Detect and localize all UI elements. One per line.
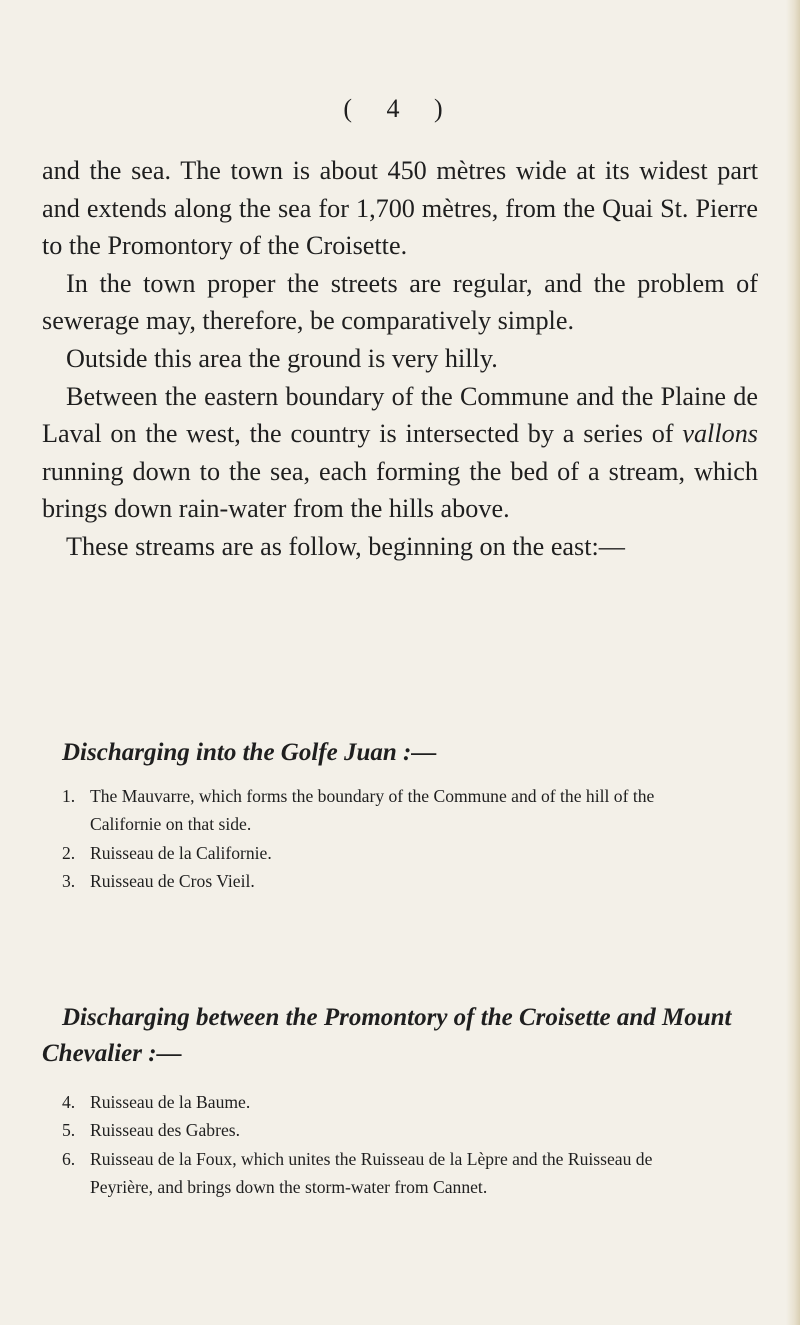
- list-item-text: The Mauvarre, which forms the boundary of the Commune and of the hill of the Californie on that side.: [90, 786, 655, 835]
- body-text: [42, 152, 758, 566]
- list-item: [62, 867, 702, 895]
- section-heading-croisette: Discharging between the Promontory of the Croisette and Mount Chevalier :—: [42, 1004, 732, 1067]
- paragraph-5: These streams are as follow, beginning on the east:—: [66, 531, 625, 561]
- list-item-number: 5.: [62, 1120, 76, 1141]
- paragraph-2: In the town proper the streets are regular, and the problem of sewerage may, therefore, be comparatively simple.: [42, 268, 758, 336]
- list-item: [62, 782, 702, 839]
- list-item-text: Ruisseau de la Baume.: [90, 1092, 251, 1112]
- list-item: [62, 839, 702, 867]
- list-item-text: Ruisseau de la Californie.: [90, 842, 272, 863]
- paragraph-4-text-before: Between the eastern boundary of the Commune and the Plaine de Laval on the west, the country is intersected by a series of: [42, 381, 758, 449]
- stream-list-croisette: [62, 1088, 702, 1201]
- list-item: [62, 1116, 702, 1144]
- list-item-number: 4.: [62, 1092, 76, 1112]
- paragraph-4: [42, 378, 758, 528]
- paragraph-3: Outside this area the ground is very hilly.: [66, 343, 498, 373]
- list-item: [62, 1145, 702, 1202]
- page-number: ( 4 ): [343, 94, 457, 123]
- paragraph-4-emphasis: vallons: [682, 419, 758, 449]
- list-item-number: 2.: [62, 842, 76, 863]
- list-item-text: Ruisseau de la Foux, which unites the Ruisseau de la Lèpre and the Ruisseau de Peyrière, and brings down the storm-water from Cannet.: [90, 1148, 653, 1197]
- list-item-text: Ruisseau de Cros Vieil.: [90, 870, 255, 891]
- section-heading-golfe-juan: Discharging into the Golfe Juan :—: [62, 739, 437, 766]
- list-item-text: Ruisseau des Gabres.: [90, 1120, 241, 1141]
- paragraph-4-text-after: running down to the sea, each forming the bed of a stream, which brings down rain-water from the hills above.: [42, 456, 758, 524]
- list-item-number: 3.: [62, 870, 76, 891]
- stream-list-golfe-juan: [62, 782, 702, 895]
- list-item: [62, 1088, 702, 1116]
- page-edge-shadow: [786, 0, 800, 1325]
- list-item-number: 6.: [62, 1148, 76, 1169]
- paragraph-1: and the sea. The town is about 450 mètres wide at its widest part and extends along the sea for 1,700 mètres, from the Quai St. Pierre to the Promontory of the Croisette.: [42, 156, 758, 261]
- list-item-number: 1.: [62, 786, 76, 806]
